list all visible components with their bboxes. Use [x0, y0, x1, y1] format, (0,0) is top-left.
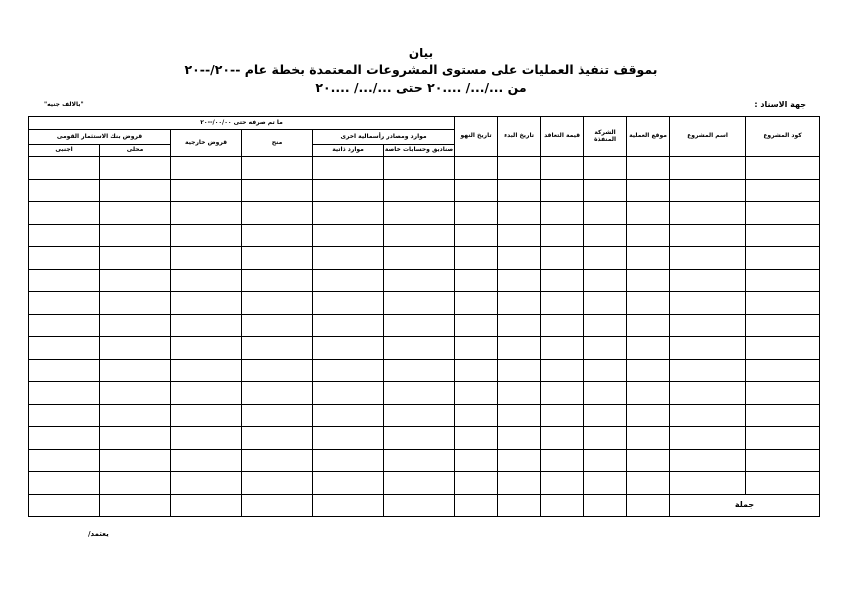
table-cell[interactable] [29, 427, 100, 450]
table-cell[interactable] [100, 157, 171, 180]
table-cell[interactable] [746, 337, 820, 360]
table-cell[interactable] [384, 472, 455, 495]
table-row [29, 337, 820, 360]
table-cell[interactable] [313, 179, 384, 202]
signature-label: يعتمد/ [88, 530, 109, 538]
total-cell[interactable] [541, 494, 584, 516]
table-cell[interactable] [455, 449, 498, 472]
table-cell[interactable] [171, 247, 242, 270]
table-cell[interactable] [100, 202, 171, 225]
total-cell[interactable] [171, 494, 242, 516]
table-cell[interactable] [29, 202, 100, 225]
table-cell[interactable] [670, 382, 746, 405]
table-cell[interactable] [627, 202, 670, 225]
table-cell[interactable] [29, 247, 100, 270]
table-cell[interactable] [627, 472, 670, 495]
table-cell[interactable] [746, 314, 820, 337]
table-cell[interactable] [29, 359, 100, 382]
header-self-resources: موارد ذاتية [313, 145, 384, 157]
table-cell[interactable] [498, 359, 541, 382]
table-cell[interactable] [100, 179, 171, 202]
table-cell[interactable] [627, 157, 670, 180]
table-cell[interactable] [455, 427, 498, 450]
table-cell[interactable] [746, 359, 820, 382]
table-cell[interactable] [746, 427, 820, 450]
table-cell[interactable] [584, 202, 627, 225]
table-cell[interactable] [29, 269, 100, 292]
table-cell[interactable] [313, 382, 384, 405]
table-cell[interactable] [670, 359, 746, 382]
table-cell[interactable] [171, 314, 242, 337]
table-cell[interactable] [541, 224, 584, 247]
table-cell[interactable] [670, 472, 746, 495]
table-cell[interactable] [100, 247, 171, 270]
table-cell[interactable] [384, 314, 455, 337]
table-cell[interactable] [584, 337, 627, 360]
table-cell[interactable] [746, 269, 820, 292]
table-cell[interactable] [670, 292, 746, 315]
table-cell[interactable] [627, 247, 670, 270]
table-cell[interactable] [498, 179, 541, 202]
table-cell[interactable] [670, 449, 746, 472]
table-cell[interactable] [242, 202, 313, 225]
table-cell[interactable] [242, 247, 313, 270]
table-cell[interactable] [242, 427, 313, 450]
date-range: من .../.../ ....٢٠ حتى .../.../ ....٢٠ [315, 80, 527, 95]
table-cell[interactable] [171, 449, 242, 472]
table-cell[interactable] [584, 382, 627, 405]
table-cell[interactable] [498, 269, 541, 292]
total-cell[interactable] [313, 494, 384, 516]
table-cell[interactable] [100, 449, 171, 472]
table-row [29, 427, 820, 450]
unit-note: "بالالف جنيه" [44, 101, 84, 108]
table-cell[interactable] [746, 404, 820, 427]
table-cell[interactable] [541, 247, 584, 270]
table-cell[interactable] [100, 269, 171, 292]
table-cell[interactable] [29, 179, 100, 202]
table-cell[interactable] [541, 404, 584, 427]
table-row [29, 359, 820, 382]
table-cell[interactable] [670, 337, 746, 360]
table-cell[interactable] [627, 449, 670, 472]
table-cell[interactable] [100, 314, 171, 337]
total-cell[interactable] [498, 494, 541, 516]
table-cell[interactable] [584, 404, 627, 427]
table-cell[interactable] [498, 247, 541, 270]
table-cell[interactable] [584, 224, 627, 247]
table-cell[interactable] [670, 269, 746, 292]
table-cell[interactable] [171, 427, 242, 450]
table-row [29, 179, 820, 202]
table-cell[interactable] [498, 472, 541, 495]
authority-label: جهة الاسناد : [754, 100, 806, 109]
table-cell[interactable] [384, 337, 455, 360]
table-cell[interactable] [541, 157, 584, 180]
table-cell[interactable] [171, 472, 242, 495]
table-cell[interactable] [584, 449, 627, 472]
table-cell[interactable] [384, 179, 455, 202]
table-cell[interactable] [627, 359, 670, 382]
table-cell[interactable] [746, 449, 820, 472]
table-cell[interactable] [384, 269, 455, 292]
table-row [29, 247, 820, 270]
table-cell[interactable] [171, 337, 242, 360]
table-cell[interactable] [584, 314, 627, 337]
total-cell[interactable] [29, 494, 100, 516]
table-cell[interactable] [100, 359, 171, 382]
table-cell[interactable] [584, 179, 627, 202]
total-cell[interactable] [455, 494, 498, 516]
table-cell[interactable] [171, 359, 242, 382]
table-row [29, 292, 820, 315]
table-cell[interactable] [384, 449, 455, 472]
document-subtitle: بموقف تنفيذ العمليات على مستوى المشروعات المعتمدة بخطة عام --٢٠/--٢٠ [184, 62, 658, 77]
table-cell[interactable] [100, 382, 171, 405]
table-row [29, 202, 820, 225]
table-row [29, 404, 820, 427]
table-cell[interactable] [541, 449, 584, 472]
table-cell[interactable] [541, 382, 584, 405]
table-cell[interactable] [455, 404, 498, 427]
table-cell[interactable] [384, 292, 455, 315]
table-cell[interactable] [313, 292, 384, 315]
table-cell[interactable] [541, 269, 584, 292]
table-cell[interactable] [313, 337, 384, 360]
header-other-capital: موارد ومصادر رأسمالية اخرى [313, 130, 455, 145]
table-cell[interactable] [627, 314, 670, 337]
table-cell[interactable] [541, 359, 584, 382]
table-cell[interactable] [242, 449, 313, 472]
table-cell[interactable] [670, 224, 746, 247]
table-cell[interactable] [541, 427, 584, 450]
header-special-funds: صناديق وحسابات خاصة [384, 145, 455, 157]
table-cell[interactable] [498, 292, 541, 315]
table-cell[interactable] [627, 337, 670, 360]
table-cell[interactable] [313, 472, 384, 495]
header-nib-loans: قروض بنك الاستثمار القومى [29, 130, 171, 145]
table-cell[interactable] [29, 382, 100, 405]
table-cell[interactable] [498, 382, 541, 405]
table-cell[interactable] [313, 427, 384, 450]
total-row [29, 494, 820, 516]
table-cell[interactable] [670, 247, 746, 270]
table-cell[interactable] [384, 382, 455, 405]
table-cell[interactable] [627, 404, 670, 427]
table-cell[interactable] [670, 179, 746, 202]
table-cell[interactable] [455, 269, 498, 292]
table-cell[interactable] [541, 292, 584, 315]
projects-table [28, 116, 820, 517]
table-cell[interactable] [313, 224, 384, 247]
table-cell[interactable] [171, 404, 242, 427]
header-foreign: اجنبى [29, 145, 100, 157]
header-grants: منح [242, 130, 313, 157]
table-cell[interactable] [746, 224, 820, 247]
table-cell[interactable] [384, 157, 455, 180]
table-cell[interactable] [746, 202, 820, 225]
table-cell[interactable] [242, 292, 313, 315]
header-local: محلى [100, 145, 171, 157]
table-cell[interactable] [100, 427, 171, 450]
table-cell[interactable] [242, 157, 313, 180]
table-cell[interactable] [242, 472, 313, 495]
table-cell[interactable] [313, 314, 384, 337]
table-cell[interactable] [29, 404, 100, 427]
table-cell[interactable] [541, 179, 584, 202]
table-cell[interactable] [455, 472, 498, 495]
table-cell[interactable] [498, 427, 541, 450]
table-cell[interactable] [384, 247, 455, 270]
table-cell[interactable] [498, 224, 541, 247]
table-cell[interactable] [584, 427, 627, 450]
header-company: الشركة المنفذة [584, 117, 627, 157]
table-cell[interactable] [627, 224, 670, 247]
table-cell[interactable] [242, 314, 313, 337]
table-row [29, 314, 820, 337]
table-cell[interactable] [670, 314, 746, 337]
table-cell[interactable] [242, 224, 313, 247]
table-cell[interactable] [455, 314, 498, 337]
header-project-code: كود المشروع [746, 117, 820, 157]
table-cell[interactable] [171, 179, 242, 202]
table-cell[interactable] [242, 382, 313, 405]
header-project-name: اسم المشروع [670, 117, 746, 157]
table-cell[interactable] [29, 314, 100, 337]
table-cell[interactable] [498, 157, 541, 180]
table-cell[interactable] [455, 224, 498, 247]
table-row [29, 382, 820, 405]
table-cell[interactable] [627, 269, 670, 292]
table-cell[interactable] [29, 224, 100, 247]
table-cell[interactable] [100, 472, 171, 495]
table-cell[interactable] [584, 472, 627, 495]
table-cell[interactable] [171, 292, 242, 315]
table-cell[interactable] [455, 247, 498, 270]
table-cell[interactable] [29, 472, 100, 495]
header-start-date: تاريخ البدء [498, 117, 541, 157]
total-cell[interactable] [100, 494, 171, 516]
table-cell[interactable] [100, 292, 171, 315]
header-site: موقع العملية [627, 117, 670, 157]
table-cell[interactable] [746, 157, 820, 180]
table-cell[interactable] [584, 269, 627, 292]
table-cell[interactable] [584, 247, 627, 270]
table-cell[interactable] [541, 337, 584, 360]
table-cell[interactable] [670, 404, 746, 427]
table-cell[interactable] [313, 247, 384, 270]
table-cell[interactable] [29, 157, 100, 180]
table-row [29, 449, 820, 472]
table-cell[interactable] [171, 202, 242, 225]
total-cell[interactable] [384, 494, 455, 516]
table-cell[interactable] [670, 202, 746, 225]
table-cell[interactable] [498, 314, 541, 337]
table-cell[interactable] [498, 404, 541, 427]
table-cell[interactable] [171, 269, 242, 292]
table-cell[interactable] [242, 269, 313, 292]
table-row [29, 269, 820, 292]
header-foreign-loans: قروض خارجية [171, 130, 242, 157]
table-cell[interactable] [313, 449, 384, 472]
table-cell[interactable] [242, 404, 313, 427]
table-cell[interactable] [670, 157, 746, 180]
table-cell[interactable] [584, 359, 627, 382]
table-cell[interactable] [313, 157, 384, 180]
table-cell[interactable] [455, 337, 498, 360]
table-cell[interactable] [384, 427, 455, 450]
table-cell[interactable] [746, 247, 820, 270]
table-cell[interactable] [313, 202, 384, 225]
table-cell[interactable] [100, 337, 171, 360]
header-end-date: تاريخ النهو [455, 117, 498, 157]
table-row [29, 157, 820, 180]
table-cell[interactable] [541, 472, 584, 495]
table-row [29, 224, 820, 247]
table-cell[interactable] [242, 359, 313, 382]
table-cell[interactable] [100, 224, 171, 247]
table-cell[interactable] [455, 179, 498, 202]
table-cell[interactable] [670, 427, 746, 450]
table-cell[interactable] [242, 179, 313, 202]
table-cell[interactable] [29, 449, 100, 472]
table-cell[interactable] [313, 269, 384, 292]
table-cell[interactable] [29, 292, 100, 315]
table-cell[interactable] [455, 292, 498, 315]
header-contract-value: قيمة التعاقد [541, 117, 584, 157]
header-spent: ما تم صرفه حتى ٠٠/٠٠/--٢٠ [29, 117, 455, 130]
table-cell[interactable] [384, 359, 455, 382]
table-cell[interactable] [746, 472, 820, 495]
table-cell[interactable] [541, 202, 584, 225]
table-cell[interactable] [100, 404, 171, 427]
total-label: جملة [670, 494, 820, 516]
table-cell[interactable] [29, 337, 100, 360]
table-cell[interactable] [627, 427, 670, 450]
document-title: بيان [408, 46, 434, 60]
total-cell[interactable] [584, 494, 627, 516]
table-cell[interactable] [627, 382, 670, 405]
table-row [29, 472, 820, 495]
table-cell[interactable] [498, 202, 541, 225]
table-cell[interactable] [171, 224, 242, 247]
table-cell[interactable] [541, 314, 584, 337]
table-cell[interactable] [627, 179, 670, 202]
table-cell[interactable] [313, 404, 384, 427]
table-cell[interactable] [455, 382, 498, 405]
table-cell[interactable] [584, 157, 627, 180]
table-cell[interactable] [498, 449, 541, 472]
table-cell[interactable] [455, 359, 498, 382]
table-cell[interactable] [384, 202, 455, 225]
table-cell[interactable] [746, 382, 820, 405]
table-cell[interactable] [455, 157, 498, 180]
table-cell[interactable] [746, 292, 820, 315]
table-cell[interactable] [171, 382, 242, 405]
total-cell[interactable] [242, 494, 313, 516]
table-cell[interactable] [384, 404, 455, 427]
table-cell[interactable] [455, 202, 498, 225]
table-cell[interactable] [627, 292, 670, 315]
table-cell[interactable] [746, 179, 820, 202]
total-cell[interactable] [627, 494, 670, 516]
table-cell[interactable] [584, 292, 627, 315]
table-cell[interactable] [242, 337, 313, 360]
table-cell[interactable] [171, 157, 242, 180]
table-cell[interactable] [313, 359, 384, 382]
table-cell[interactable] [384, 224, 455, 247]
table-cell[interactable] [498, 337, 541, 360]
